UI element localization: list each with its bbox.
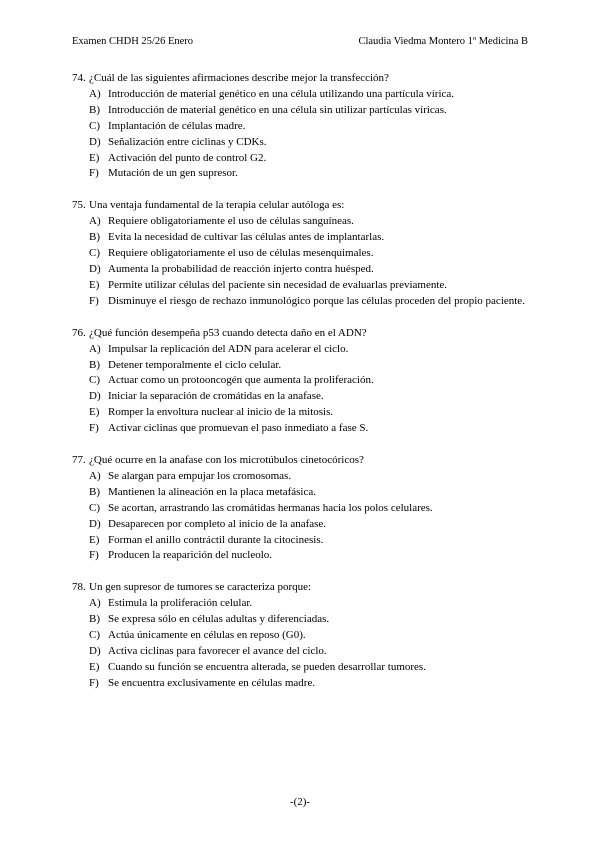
option-letter: E) xyxy=(89,151,100,164)
answer-option-b xyxy=(72,485,532,501)
answer-option-e xyxy=(72,405,532,421)
option-text: Producen la reaparición del nucleolo. xyxy=(108,549,273,562)
option-text: Actúa únicamente en células en reposo (G0). xyxy=(108,629,306,642)
option-letter: D) xyxy=(89,645,101,657)
question-number: 75. xyxy=(72,199,86,212)
option-text: Permite utilizar células del paciente sin necesidad de evaluarlas previamente. xyxy=(108,278,448,291)
answer-options xyxy=(72,87,532,182)
option-letter: E) xyxy=(89,278,100,291)
question-78 xyxy=(72,580,532,691)
option-text: Introducción de material genético en una célula sin utilizar partículas víricas. xyxy=(108,103,447,116)
question-text: Un gen supresor de tumores se caracteriza porque: xyxy=(89,581,312,594)
option-letter: B) xyxy=(89,358,100,371)
answer-option-f xyxy=(72,166,532,182)
option-text: Implantación de células madre. xyxy=(108,119,246,132)
option-letter: D) xyxy=(89,135,101,148)
question-77 xyxy=(72,453,532,564)
option-letter: E) xyxy=(89,660,100,673)
question-text: ¿Qué ocurre en la anafase con los microtúbulos cinetocóricos? xyxy=(89,454,364,467)
answer-option-c xyxy=(72,119,532,135)
option-letter: B) xyxy=(89,103,100,116)
option-letter: F) xyxy=(89,676,99,689)
option-letter: F) xyxy=(89,422,99,435)
question-stem xyxy=(72,580,532,596)
option-text: Requiere obligatoriamente el uso de células sanguíneas. xyxy=(108,215,354,228)
answer-option-c xyxy=(72,246,532,262)
option-text: Se acortan, arrastrando las cromátidas hermanas hacia los polos celulares. xyxy=(108,501,433,514)
option-letter: D) xyxy=(89,390,101,403)
page-header xyxy=(72,34,528,50)
option-letter: F) xyxy=(89,549,99,562)
option-text: Iniciar la separación de cromátidas en la anafase. xyxy=(108,390,324,403)
option-text: Requiere obligatoriamente el uso de células mesenquimales. xyxy=(108,247,374,260)
option-text: Desaparecen por completo al inicio de la anafase. xyxy=(108,517,327,530)
exam-title: Examen CHDH 25/26 Enero xyxy=(72,36,194,47)
question-stem xyxy=(72,71,532,87)
page-number: -(2)- xyxy=(289,796,311,808)
option-letter: C) xyxy=(89,374,100,387)
answer-option-c xyxy=(72,628,532,644)
option-text: Disminuye el riesgo de rechazo inmunológico porque las células proceden del propio paciente. xyxy=(108,294,525,307)
answer-option-a xyxy=(72,214,532,230)
answer-option-f xyxy=(72,294,532,310)
option-text: Romper la envoltura nuclear al inicio de la mitosis. xyxy=(108,406,334,419)
answer-option-d xyxy=(72,644,532,660)
answer-option-d xyxy=(72,389,532,405)
question-list xyxy=(72,71,532,708)
answer-option-a xyxy=(72,342,532,358)
option-letter: E) xyxy=(89,533,100,546)
answer-option-b xyxy=(72,103,532,119)
option-text: Mutación de un gen supresor. xyxy=(108,167,238,180)
option-letter: C) xyxy=(89,119,100,132)
answer-option-f xyxy=(72,676,532,692)
option-text: Aumenta la probabilidad de reacción injerto contra huésped. xyxy=(108,262,374,275)
answer-options xyxy=(72,596,532,691)
answer-option-c xyxy=(72,373,532,389)
answer-option-b xyxy=(72,612,532,628)
option-text: Actuar como un protooncogén que aumenta la proliferación. xyxy=(108,374,374,387)
question-number: 77. xyxy=(72,454,86,467)
option-letter: C) xyxy=(89,247,100,260)
option-text: Mantienen la alineación en la placa metafásica. xyxy=(108,485,316,498)
option-text: Cuando su función se encuentra alterada, se pueden desarrollar tumores. xyxy=(108,660,426,673)
option-letter: D) xyxy=(89,262,101,275)
question-76 xyxy=(72,326,532,437)
option-letter: C) xyxy=(89,501,100,514)
option-text: Activación del punto de control G2. xyxy=(108,151,267,164)
answer-option-e xyxy=(72,278,532,294)
answer-options xyxy=(72,469,532,564)
option-text: Activa ciclinas para favorecer el avance del ciclo. xyxy=(108,645,327,657)
option-text: Impulsar la replicación del ADN para acelerar el ciclo. xyxy=(108,342,349,355)
answer-option-f xyxy=(72,421,532,437)
answer-option-b xyxy=(72,230,532,246)
answer-option-a xyxy=(72,596,532,612)
option-text: Estimula la proliferación celular. xyxy=(108,597,253,610)
student-name: Claudia Viedma Montero 1º Medicina B xyxy=(358,36,528,47)
question-number: 74. xyxy=(72,72,86,84)
answer-option-a xyxy=(72,87,532,103)
option-letter: A) xyxy=(89,469,101,482)
answer-options xyxy=(72,342,532,437)
option-letter: A) xyxy=(89,597,101,610)
option-text: Forman el anillo contráctil durante la citocinesis. xyxy=(108,533,324,546)
question-stem xyxy=(72,453,532,469)
question-number: 76. xyxy=(72,326,86,339)
option-letter: F) xyxy=(89,167,99,180)
question-text: Una ventaja fundamental de la terapia celular autóloga es: xyxy=(89,199,345,212)
answer-option-e xyxy=(72,660,532,676)
option-letter: A) xyxy=(89,342,101,355)
question-stem xyxy=(72,198,532,214)
question-75 xyxy=(72,198,532,309)
option-letter: A) xyxy=(89,215,101,228)
answer-options xyxy=(72,214,532,309)
option-text: Detener temporalmente el ciclo celular. xyxy=(108,358,282,371)
option-text: Se alargan para empujar los cromosomas. xyxy=(108,469,292,482)
question-text: ¿Cuál de las siguientes afirmaciones describe mejor la transfección? xyxy=(89,72,389,84)
option-text: Se encuentra exclusivamente en células madre. xyxy=(108,676,316,689)
option-letter: D) xyxy=(89,517,101,530)
question-74 xyxy=(72,71,532,182)
option-text: Introducción de material genético en una célula utilizando una partícula vírica. xyxy=(108,87,455,100)
option-letter: E) xyxy=(89,406,100,419)
answer-option-a xyxy=(72,469,532,485)
option-text: Señalización entre ciclinas y CDKs. xyxy=(108,135,267,148)
option-text: Activar ciclinas que promuevan el paso inmediato a fase S. xyxy=(108,422,369,435)
answer-option-d xyxy=(72,517,532,533)
option-letter: B) xyxy=(89,613,100,626)
question-text: ¿Qué función desempeña p53 cuando detecta daño en el ADN? xyxy=(89,326,367,339)
question-stem xyxy=(72,326,532,342)
answer-option-e xyxy=(72,151,532,167)
option-letter: F) xyxy=(89,294,99,307)
answer-option-c xyxy=(72,501,532,517)
option-letter: C) xyxy=(89,629,100,642)
answer-option-f xyxy=(72,548,532,564)
option-letter: A) xyxy=(89,87,101,100)
question-number: 78. xyxy=(72,581,86,594)
option-letter: B) xyxy=(89,231,100,244)
answer-option-d xyxy=(72,262,532,278)
answer-option-b xyxy=(72,358,532,374)
option-letter: B) xyxy=(89,485,100,498)
answer-option-d xyxy=(72,135,532,151)
option-text: Se expresa sólo en células adultas y diferenciadas. xyxy=(108,613,330,626)
option-text: Evita la necesidad de cultivar las células antes de implantarlas. xyxy=(108,231,385,244)
answer-option-e xyxy=(72,533,532,549)
